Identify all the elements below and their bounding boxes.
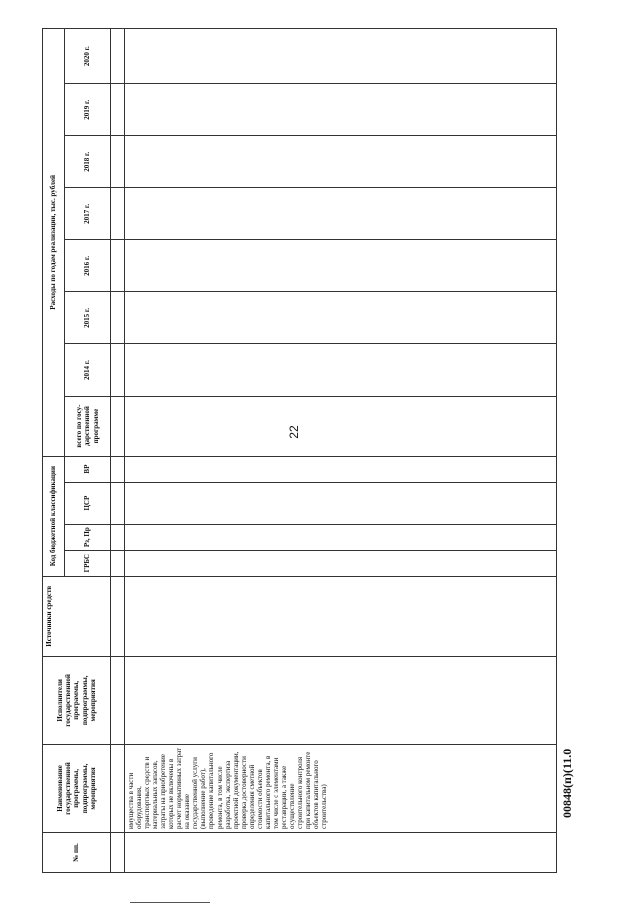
cell-total-empty (111, 396, 125, 456)
row-csr (125, 482, 557, 524)
header-budget-code: Код бюджетной классификации (43, 456, 65, 576)
header-2018: 2018 г. (65, 136, 111, 188)
row-2017 (125, 188, 557, 240)
row-source (125, 576, 557, 656)
header-no: № пп. (43, 832, 111, 872)
header-name: Наименование государственной программы, подпрограммы, мероприятия (43, 744, 111, 832)
row-name-text: имущества в части оборудования, транспортных средств и материальных запасов, затраты на приобретение которых не включены в расчет нормативных затрат на оказание государственной услуги (выполнение работ), проведение капитального ремонта, в том числе разработка, экспертиза проектной документации, проверка достоверности определения сметной стоимости объектов капитального ремонта, в том числе с элементами реставрации, а также осуществление строительного контроля при капитальном ремонте объектов капитального строительства) (125, 744, 557, 832)
header-total: всего по госу- дарственной программе (65, 396, 111, 456)
cell-executor-empty (111, 656, 125, 744)
cell-source-empty (111, 576, 125, 656)
footer-code: 00848(п)(11.0 (560, 748, 574, 818)
row-2014 (125, 344, 557, 396)
header-vr: ВР (65, 456, 111, 482)
row-rz-pr (125, 524, 557, 550)
budget-table (42, 28, 557, 873)
header-expenses: Расходы по годам реализации, тыс. рублей (43, 29, 65, 457)
cell-csr-empty (111, 482, 125, 524)
header-2019: 2019 г. (65, 84, 111, 136)
row-2015 (125, 292, 557, 344)
cell-grbs-empty (111, 550, 125, 576)
cell-no-empty (111, 832, 125, 872)
cell-name-empty (111, 744, 125, 832)
cell-2018-empty (111, 136, 125, 188)
cell-2017-empty (111, 188, 125, 240)
header-2015: 2015 г. (65, 292, 111, 344)
header-csr: ЦСР (65, 482, 111, 524)
row-2016 (125, 240, 557, 292)
cell-2014-empty (111, 344, 125, 396)
row-executor (125, 656, 557, 744)
header-grbs: ГРБС (65, 550, 111, 576)
cell-2015-empty (111, 292, 125, 344)
header-2016: 2016 г. (65, 240, 111, 292)
cell-2019-empty (111, 84, 125, 136)
row-2019 (125, 84, 557, 136)
header-executor: Исполнители государственной программы, подпрограммы, мероприятия (43, 656, 111, 744)
row-total (125, 396, 557, 456)
row-2020 (125, 29, 557, 84)
header-2020: 2020 г. (65, 29, 111, 84)
cell-vr-empty (111, 456, 125, 482)
cell-2016-empty (111, 240, 125, 292)
cell-2020-empty (111, 29, 125, 84)
header-source: Источники средств (43, 576, 111, 656)
row-vr (125, 456, 557, 482)
header-2017: 2017 г. (65, 188, 111, 240)
cell-rz-empty (111, 524, 125, 550)
header-2014: 2014 г. (65, 344, 111, 396)
row-2018 (125, 136, 557, 188)
row-grbs (125, 550, 557, 576)
row-no (125, 832, 557, 872)
page-number: 22 (287, 425, 301, 439)
header-rz-pr: Рз, Пр (65, 524, 111, 550)
scan-divider (130, 902, 210, 903)
